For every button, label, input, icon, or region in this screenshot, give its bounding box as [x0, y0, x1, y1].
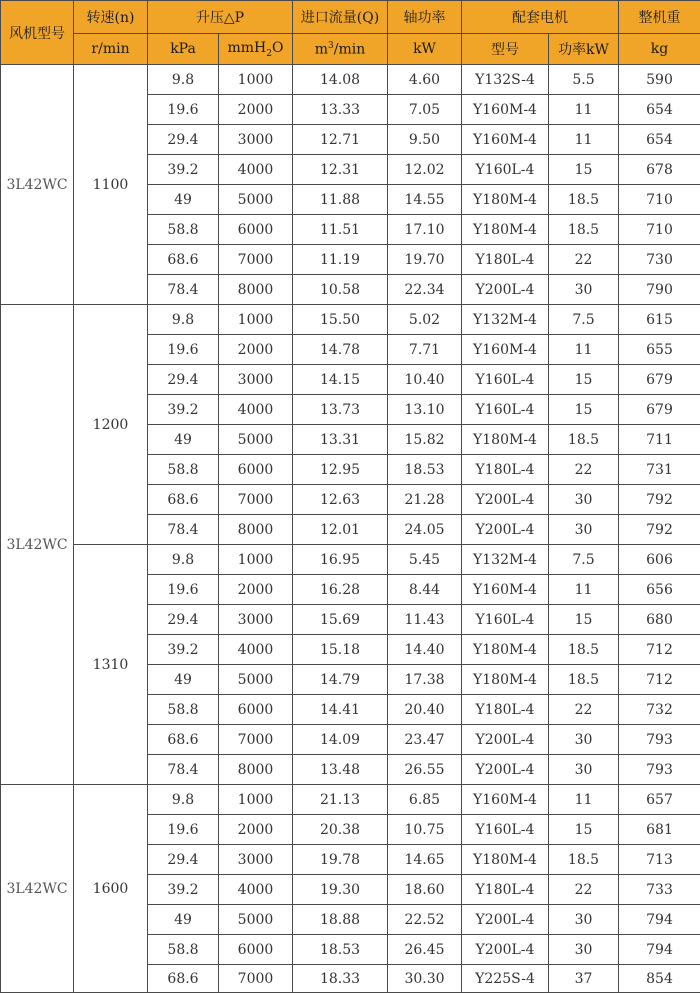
cell-mmh2o: 3000	[219, 125, 293, 155]
cell-shaft-power: 24.05	[388, 515, 462, 545]
unit-mmh2o-main: mmH	[228, 40, 267, 56]
cell-kpa: 39.2	[148, 155, 219, 185]
cell-mmh2o: 7000	[219, 725, 293, 755]
unit-kpa: kPa	[148, 34, 219, 65]
cell-weight: 615	[619, 305, 700, 335]
cell-weight: 657	[619, 785, 700, 815]
cell-motor-type: Y180L-4	[462, 455, 549, 485]
cell-motor-type: Y200L-4	[462, 905, 549, 935]
table-row	[1, 785, 700, 815]
cell-motor-type: Y180L-4	[462, 245, 549, 275]
cell-weight: 606	[619, 545, 700, 575]
cell-flow: 20.38	[293, 815, 388, 845]
cell-kpa: 39.2	[148, 875, 219, 905]
cell-flow: 14.09	[293, 725, 388, 755]
cell-mmh2o: 7000	[219, 485, 293, 515]
cell-mmh2o: 7000	[219, 965, 293, 993]
cell-mmh2o: 1000	[219, 545, 293, 575]
cell-shaft-power: 13.10	[388, 395, 462, 425]
cell-motor-type: Y180M-4	[462, 845, 549, 875]
cell-shaft-power: 17.38	[388, 665, 462, 695]
cell-mmh2o: 3000	[219, 365, 293, 395]
cell-flow: 18.88	[293, 905, 388, 935]
cell-flow: 12.71	[293, 125, 388, 155]
cell-motor-type: Y180L-4	[462, 875, 549, 905]
cell-mmh2o: 4000	[219, 395, 293, 425]
cell-motor-type: Y160L-4	[462, 605, 549, 635]
cell-motor-power: 18.5	[549, 665, 619, 695]
cell-motor-type: Y160L-4	[462, 815, 549, 845]
cell-shaft-power: 14.40	[388, 635, 462, 665]
cell-kpa: 68.6	[148, 245, 219, 275]
cell-mmh2o: 6000	[219, 215, 293, 245]
cell-flow: 16.28	[293, 575, 388, 605]
cell-flow: 14.79	[293, 665, 388, 695]
cell-weight: 731	[619, 455, 700, 485]
cell-flow: 14.41	[293, 695, 388, 725]
cell-mmh2o: 2000	[219, 335, 293, 365]
cell-shaft-power: 30.30	[388, 965, 462, 993]
cell-weight: 680	[619, 605, 700, 635]
cell-weight: 712	[619, 635, 700, 665]
cell-motor-type: Y225S-4	[462, 965, 549, 993]
cell-weight: 733	[619, 875, 700, 905]
cell-mmh2o: 1000	[219, 65, 293, 95]
cell-flow: 12.01	[293, 515, 388, 545]
cell-kpa: 78.4	[148, 275, 219, 305]
cell-weight: 713	[619, 845, 700, 875]
cell-kpa: 68.6	[148, 725, 219, 755]
cell-motor-power: 30	[549, 275, 619, 305]
cell-motor-type: Y160M-4	[462, 575, 549, 605]
cell-shaft-power: 18.53	[388, 455, 462, 485]
cell-flow: 18.33	[293, 965, 388, 993]
cell-model: 3L42WC	[1, 65, 74, 305]
cell-kpa: 9.8	[148, 785, 219, 815]
unit-flow-sup: 3	[328, 41, 334, 51]
cell-shaft-power: 15.82	[388, 425, 462, 455]
cell-motor-power: 18.5	[549, 425, 619, 455]
cell-kpa: 19.6	[148, 335, 219, 365]
cell-shaft-power: 10.40	[388, 365, 462, 395]
cell-mmh2o: 6000	[219, 455, 293, 485]
cell-kpa: 29.4	[148, 125, 219, 155]
cell-mmh2o: 1000	[219, 305, 293, 335]
unit-shaft-power: kW	[388, 34, 462, 65]
cell-kpa: 58.8	[148, 455, 219, 485]
cell-weight: 793	[619, 755, 700, 785]
cell-weight: 793	[619, 725, 700, 755]
cell-kpa: 78.4	[148, 755, 219, 785]
cell-flow: 11.88	[293, 185, 388, 215]
cell-kpa: 9.8	[148, 65, 219, 95]
cell-weight: 711	[619, 425, 700, 455]
table-row	[1, 545, 700, 575]
cell-shaft-power: 14.65	[388, 845, 462, 875]
cell-shaft-power: 7.05	[388, 95, 462, 125]
header-motor: 配套电机	[462, 1, 619, 34]
cell-kpa: 29.4	[148, 845, 219, 875]
cell-weight: 792	[619, 515, 700, 545]
cell-flow: 14.78	[293, 335, 388, 365]
cell-weight: 655	[619, 335, 700, 365]
cell-flow: 12.31	[293, 155, 388, 185]
unit-mmh2o-sub: 2	[266, 48, 272, 58]
cell-mmh2o: 1000	[219, 785, 293, 815]
cell-kpa: 78.4	[148, 515, 219, 545]
cell-mmh2o: 5000	[219, 185, 293, 215]
cell-mmh2o: 5000	[219, 665, 293, 695]
cell-shaft-power: 10.75	[388, 815, 462, 845]
cell-mmh2o: 2000	[219, 575, 293, 605]
cell-shaft-power: 22.34	[388, 275, 462, 305]
cell-motor-type: Y160L-4	[462, 395, 549, 425]
cell-motor-power: 5.5	[549, 65, 619, 95]
cell-motor-power: 15	[549, 395, 619, 425]
cell-mmh2o: 4000	[219, 875, 293, 905]
cell-mmh2o: 5000	[219, 905, 293, 935]
header-model: 风机型号	[1, 1, 74, 65]
cell-speed: 1600	[74, 785, 148, 993]
cell-shaft-power: 26.45	[388, 935, 462, 965]
cell-motor-power: 15	[549, 605, 619, 635]
cell-kpa: 29.4	[148, 365, 219, 395]
cell-flow: 13.31	[293, 425, 388, 455]
cell-shaft-power: 11.43	[388, 605, 462, 635]
cell-motor-power: 22	[549, 455, 619, 485]
cell-flow: 10.58	[293, 275, 388, 305]
cell-motor-power: 30	[549, 905, 619, 935]
cell-model: 3L42WC	[1, 305, 74, 785]
cell-motor-type: Y132M-4	[462, 545, 549, 575]
cell-shaft-power: 21.28	[388, 485, 462, 515]
unit-mmh2o-tail: O	[272, 40, 283, 56]
cell-speed: 1310	[74, 545, 148, 785]
cell-kpa: 9.8	[148, 545, 219, 575]
cell-motor-type: Y160M-4	[462, 95, 549, 125]
cell-motor-type: Y180M-4	[462, 185, 549, 215]
cell-motor-type: Y132M-4	[462, 305, 549, 335]
cell-shaft-power: 20.40	[388, 695, 462, 725]
header-shaft-power: 轴功率	[388, 1, 462, 34]
cell-motor-power: 18.5	[549, 635, 619, 665]
cell-flow: 21.13	[293, 785, 388, 815]
cell-motor-power: 30	[549, 725, 619, 755]
cell-flow: 11.19	[293, 245, 388, 275]
cell-motor-power: 11	[549, 575, 619, 605]
cell-mmh2o: 3000	[219, 845, 293, 875]
cell-motor-type: Y200L-4	[462, 485, 549, 515]
cell-kpa: 58.8	[148, 695, 219, 725]
cell-motor-type: Y132S-4	[462, 65, 549, 95]
cell-kpa: 68.6	[148, 485, 219, 515]
cell-motor-type: Y200L-4	[462, 725, 549, 755]
cell-motor-type: Y200L-4	[462, 515, 549, 545]
cell-motor-power: 37	[549, 965, 619, 993]
cell-kpa: 49	[148, 665, 219, 695]
unit-flow-main: m	[315, 41, 328, 57]
cell-motor-power: 30	[549, 515, 619, 545]
cell-shaft-power: 4.60	[388, 65, 462, 95]
cell-motor-power: 11	[549, 125, 619, 155]
cell-flow: 11.51	[293, 215, 388, 245]
cell-motor-power: 22	[549, 245, 619, 275]
cell-motor-type: Y180M-4	[462, 215, 549, 245]
cell-kpa: 49	[148, 185, 219, 215]
cell-motor-power: 7.5	[549, 545, 619, 575]
cell-flow: 18.53	[293, 935, 388, 965]
cell-weight: 654	[619, 95, 700, 125]
cell-weight: 678	[619, 155, 700, 185]
cell-flow: 13.48	[293, 755, 388, 785]
cell-motor-type: Y180M-4	[462, 635, 549, 665]
header-speed: 转速(n)	[74, 1, 148, 34]
cell-flow: 15.69	[293, 605, 388, 635]
cell-motor-type: Y200L-4	[462, 275, 549, 305]
cell-motor-type: Y200L-4	[462, 935, 549, 965]
cell-kpa: 19.6	[148, 95, 219, 125]
cell-mmh2o: 2000	[219, 95, 293, 125]
cell-weight: 730	[619, 245, 700, 275]
cell-weight: 679	[619, 395, 700, 425]
cell-kpa: 68.6	[148, 965, 219, 993]
cell-kpa: 49	[148, 425, 219, 455]
cell-weight: 794	[619, 905, 700, 935]
cell-weight: 790	[619, 275, 700, 305]
cell-motor-power: 22	[549, 875, 619, 905]
cell-mmh2o: 2000	[219, 815, 293, 845]
unit-motor-power: 功率kW	[549, 34, 619, 65]
cell-motor-power: 15	[549, 365, 619, 395]
cell-shaft-power: 9.50	[388, 125, 462, 155]
unit-weight: kg	[619, 34, 700, 65]
cell-shaft-power: 19.70	[388, 245, 462, 275]
cell-motor-type: Y200L-4	[462, 755, 549, 785]
cell-motor-type: Y180M-4	[462, 665, 549, 695]
table-body	[1, 65, 700, 993]
cell-kpa: 9.8	[148, 305, 219, 335]
cell-mmh2o: 7000	[219, 245, 293, 275]
cell-mmh2o: 5000	[219, 425, 293, 455]
cell-shaft-power: 23.47	[388, 725, 462, 755]
unit-speed: r/min	[74, 34, 148, 65]
cell-speed: 1100	[74, 65, 148, 305]
cell-weight: 679	[619, 365, 700, 395]
cell-shaft-power: 26.55	[388, 755, 462, 785]
cell-motor-type: Y160M-4	[462, 125, 549, 155]
cell-motor-power: 30	[549, 485, 619, 515]
cell-flow: 16.95	[293, 545, 388, 575]
cell-weight: 710	[619, 185, 700, 215]
cell-weight: 656	[619, 575, 700, 605]
cell-flow: 14.15	[293, 365, 388, 395]
cell-weight: 681	[619, 815, 700, 845]
header-flow: 进口流量(Q)	[293, 1, 388, 34]
cell-motor-power: 18.5	[549, 215, 619, 245]
cell-shaft-power: 5.45	[388, 545, 462, 575]
cell-shaft-power: 18.60	[388, 875, 462, 905]
cell-kpa: 39.2	[148, 395, 219, 425]
cell-kpa: 19.6	[148, 815, 219, 845]
cell-mmh2o: 8000	[219, 515, 293, 545]
cell-speed: 1200	[74, 305, 148, 545]
cell-weight: 654	[619, 125, 700, 155]
cell-shaft-power: 17.10	[388, 215, 462, 245]
cell-flow: 13.33	[293, 95, 388, 125]
cell-kpa: 19.6	[148, 575, 219, 605]
cell-weight: 710	[619, 215, 700, 245]
cell-flow: 15.50	[293, 305, 388, 335]
header-weight: 整机重	[619, 1, 700, 34]
cell-motor-power: 22	[549, 695, 619, 725]
cell-flow: 19.30	[293, 875, 388, 905]
cell-shaft-power: 22.52	[388, 905, 462, 935]
unit-flow-tail: /min	[334, 41, 366, 57]
cell-motor-type: Y160M-4	[462, 335, 549, 365]
cell-kpa: 58.8	[148, 935, 219, 965]
cell-mmh2o: 6000	[219, 935, 293, 965]
cell-flow: 19.78	[293, 845, 388, 875]
table-row	[1, 65, 700, 95]
cell-weight: 854	[619, 965, 700, 993]
cell-flow: 15.18	[293, 635, 388, 665]
cell-weight: 732	[619, 695, 700, 725]
unit-flow	[293, 34, 388, 65]
cell-weight: 794	[619, 935, 700, 965]
cell-shaft-power: 12.02	[388, 155, 462, 185]
unit-mmh2o	[219, 34, 293, 65]
cell-weight: 590	[619, 65, 700, 95]
cell-motor-type: Y180M-4	[462, 425, 549, 455]
cell-motor-power: 11	[549, 335, 619, 365]
cell-motor-power: 30	[549, 935, 619, 965]
cell-motor-power: 7.5	[549, 305, 619, 335]
cell-motor-type: Y160M-4	[462, 785, 549, 815]
cell-mmh2o: 4000	[219, 155, 293, 185]
cell-kpa: 58.8	[148, 215, 219, 245]
cell-mmh2o: 4000	[219, 635, 293, 665]
cell-shaft-power: 14.55	[388, 185, 462, 215]
table-header	[1, 1, 700, 65]
cell-motor-type: Y180L-4	[462, 695, 549, 725]
cell-shaft-power: 6.85	[388, 785, 462, 815]
cell-motor-type: Y160L-4	[462, 365, 549, 395]
cell-motor-power: 15	[549, 815, 619, 845]
cell-kpa: 29.4	[148, 605, 219, 635]
cell-shaft-power: 7.71	[388, 335, 462, 365]
cell-shaft-power: 8.44	[388, 575, 462, 605]
header-pressure: 升压△P	[148, 1, 293, 34]
cell-motor-power: 11	[549, 785, 619, 815]
unit-motor-type: 型号	[462, 34, 549, 65]
cell-weight: 712	[619, 665, 700, 695]
cell-mmh2o: 8000	[219, 275, 293, 305]
cell-kpa: 49	[148, 905, 219, 935]
cell-motor-power: 15	[549, 155, 619, 185]
cell-kpa: 39.2	[148, 635, 219, 665]
cell-motor-power: 18.5	[549, 185, 619, 215]
cell-flow: 12.95	[293, 455, 388, 485]
cell-flow: 14.08	[293, 65, 388, 95]
table-row	[1, 305, 700, 335]
cell-mmh2o: 3000	[219, 605, 293, 635]
cell-motor-power: 18.5	[549, 845, 619, 875]
cell-motor-type: Y160L-4	[462, 155, 549, 185]
cell-shaft-power: 5.02	[388, 305, 462, 335]
cell-model: 3L42WC	[1, 785, 74, 993]
cell-weight: 792	[619, 485, 700, 515]
cell-motor-power: 11	[549, 95, 619, 125]
cell-motor-power: 30	[549, 755, 619, 785]
cell-flow: 13.73	[293, 395, 388, 425]
cell-mmh2o: 6000	[219, 695, 293, 725]
cell-flow: 12.63	[293, 485, 388, 515]
cell-mmh2o: 8000	[219, 755, 293, 785]
